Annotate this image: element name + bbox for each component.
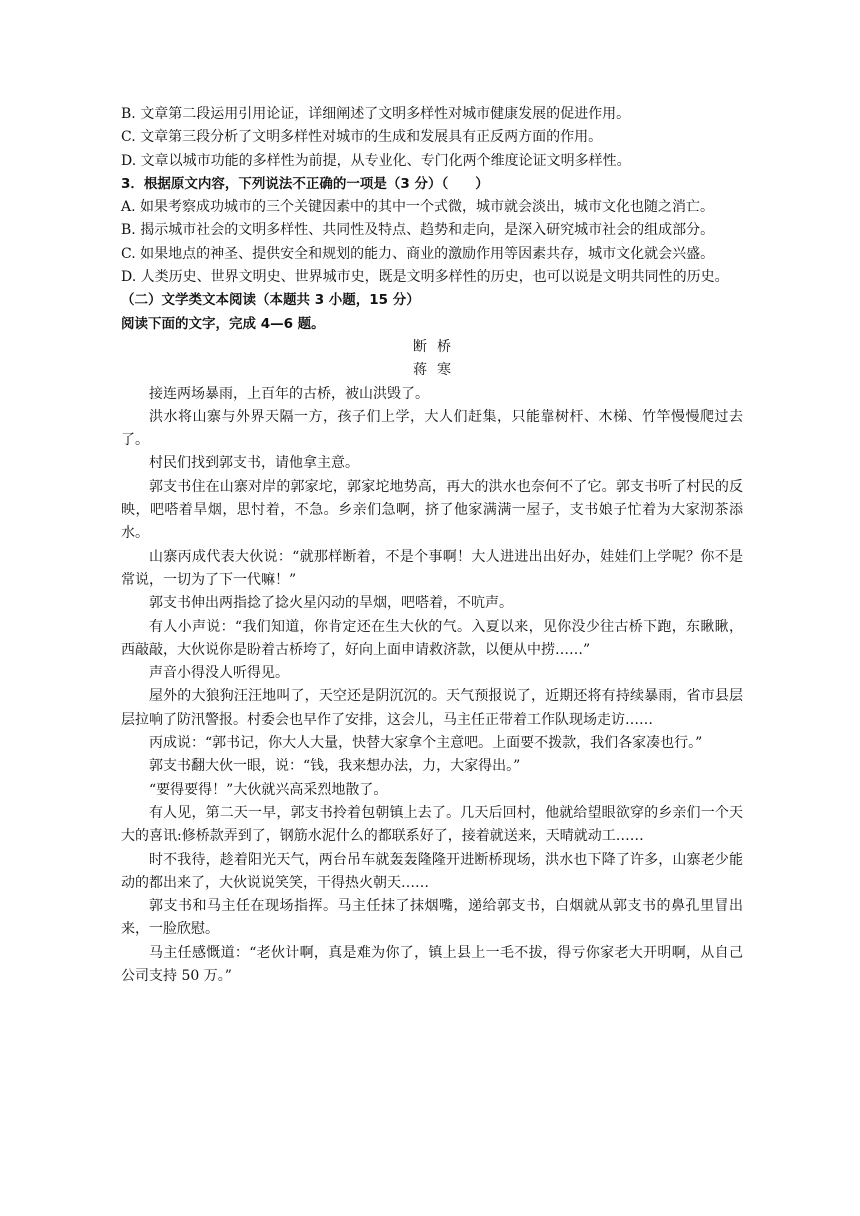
document-page bbox=[121, 103, 743, 988]
option-3a: A. 如果考察成功城市的三个关键因素中的其中一个式微，城市就会淡出，城市文化也随之消亡。 bbox=[121, 199, 715, 216]
story-paragraph: 时不我待，趁着阳光天气，两台吊车就轰轰隆隆开进断桥现场，洪水也下降了许多，山寨老少能动的都出来了，大伙说说笑笑，干得热火朝天…… bbox=[121, 851, 743, 891]
story-paragraph: 郭支书伸出两指捻了捻火星闪动的旱烟，吧嗒着，不吭声。 bbox=[149, 595, 513, 612]
story-paragraph: 丙成说：“郭书记，你大人大量，快替大家拿个主意吧。上面要不拨款，我们各家凑也行。” bbox=[149, 735, 703, 752]
option-2d: D. 文章以城市功能的多样性为前提，从专业化、专门化两个维度论证文明多样性。 bbox=[121, 152, 631, 169]
story-paragraph: 接连两场暴雨，上百年的古桥，被山洪毁了。 bbox=[149, 385, 429, 402]
story-paragraph: 屋外的大狼狗汪汪地叫了，天空还是阴沉沉的。天气预报说了，近期还将有持续暴雨，省市县层层拉响了防汛警报。村委会也早作了安排，这会儿，马主任正带着工作队现场走访…… bbox=[121, 688, 743, 728]
option-2b: B. 文章第二段运用引用论证，详细阐述了文明多样性对城市健康发展的促进作用。 bbox=[121, 106, 631, 122]
option-3c: C. 如果地点的神圣、提供安全和规划的能力、商业的激励作用等因素共存，城市文化就会兴盛。 bbox=[121, 245, 715, 262]
section-heading: （二）文学类文本阅读（本题共 3 小题，15 分） bbox=[121, 292, 420, 309]
story-author: 蒋寒 bbox=[413, 362, 461, 379]
story-paragraph: 村民们找到郭支书，请他拿主意。 bbox=[149, 455, 359, 472]
option-3b: B. 揭示城市社会的文明多样性、共同性及特点、趋势和走向，是深入研究城市社会的组成部分。 bbox=[121, 222, 715, 239]
story-paragraph: “要得要得！”大伙就兴高采烈地散了。 bbox=[149, 781, 388, 798]
story-paragraph: 马主任感慨道：“老伙计啊，真是难为你了，镇上县上一毛不拔，得亏你家老大开明啊，从自己公司支持 50 万。” bbox=[121, 944, 743, 984]
story-paragraph: 郭支书住在山寨对岸的郭家坨，郭家坨地势高，再大的洪水也奈何不了它。郭支书听了村民的反映，吧嗒着旱烟，思忖着，不急。乡亲们急啊，挤了他家满满一屋子，支书娘子忙着为大家沏茶添水。 bbox=[121, 478, 743, 542]
story-paragraph: 有人见，第二天一早，郭支书拎着包朝镇上去了。几天后回村，他就给望眼欲穿的乡亲们一个天大的喜讯:修桥款弄到了，钢筋水泥什么的都联系好了，接着就送来，天晴就动工…… bbox=[121, 804, 743, 845]
story-title: 断桥 bbox=[413, 338, 461, 355]
story-paragraph: 声音小得没人听得见。 bbox=[149, 665, 289, 682]
story-paragraph: 洪水将山寨与外界天隔一方，孩子们上学，大人们赶集，只能靠树杆、木梯、竹竿慢慢爬过去了。 bbox=[121, 408, 743, 449]
story-paragraph: 山寨丙成代表大伙说：“就那样断着，不是个事啊！大人进进出出好办，娃娃们上学呢？你不是常说，一切为了下一代嘛！” bbox=[121, 548, 743, 588]
story-paragraph: 有人小声说：“我们知道，你肯定还在生大伙的气。入夏以来，见你没少往古桥下跑，东瞅瞅，西敲敲，大伙说你是盼着古桥垮了，好向上面申请救济款，以便从中捞……” bbox=[121, 618, 743, 658]
story-paragraph: 郭支书和马主任在现场指挥。马主任抹了抹烟嘴，递给郭支书，白烟就从郭支书的鼻孔里冒出来，一脸欣慰。 bbox=[121, 898, 743, 938]
section-instruction: 阅读下面的文字，完成 4—6 题。 bbox=[121, 315, 325, 332]
option-2c: C. 文章第三段分析了文明多样性对城市的生成和发展具有正反两方面的作用。 bbox=[121, 129, 603, 146]
question-3-stem: 3．根据原文内容，下列说法不正确的一项是（3 分）（ ） bbox=[121, 175, 489, 192]
option-3d: D. 人类历史、世界文明史、世界城市史，既是文明多样性的历史，也可以说是文明共同性的历史。 bbox=[121, 269, 729, 286]
story-paragraph: 郭支书翻大伙一眼，说：“钱，我来想办法，力，大家得出。” bbox=[149, 758, 521, 775]
